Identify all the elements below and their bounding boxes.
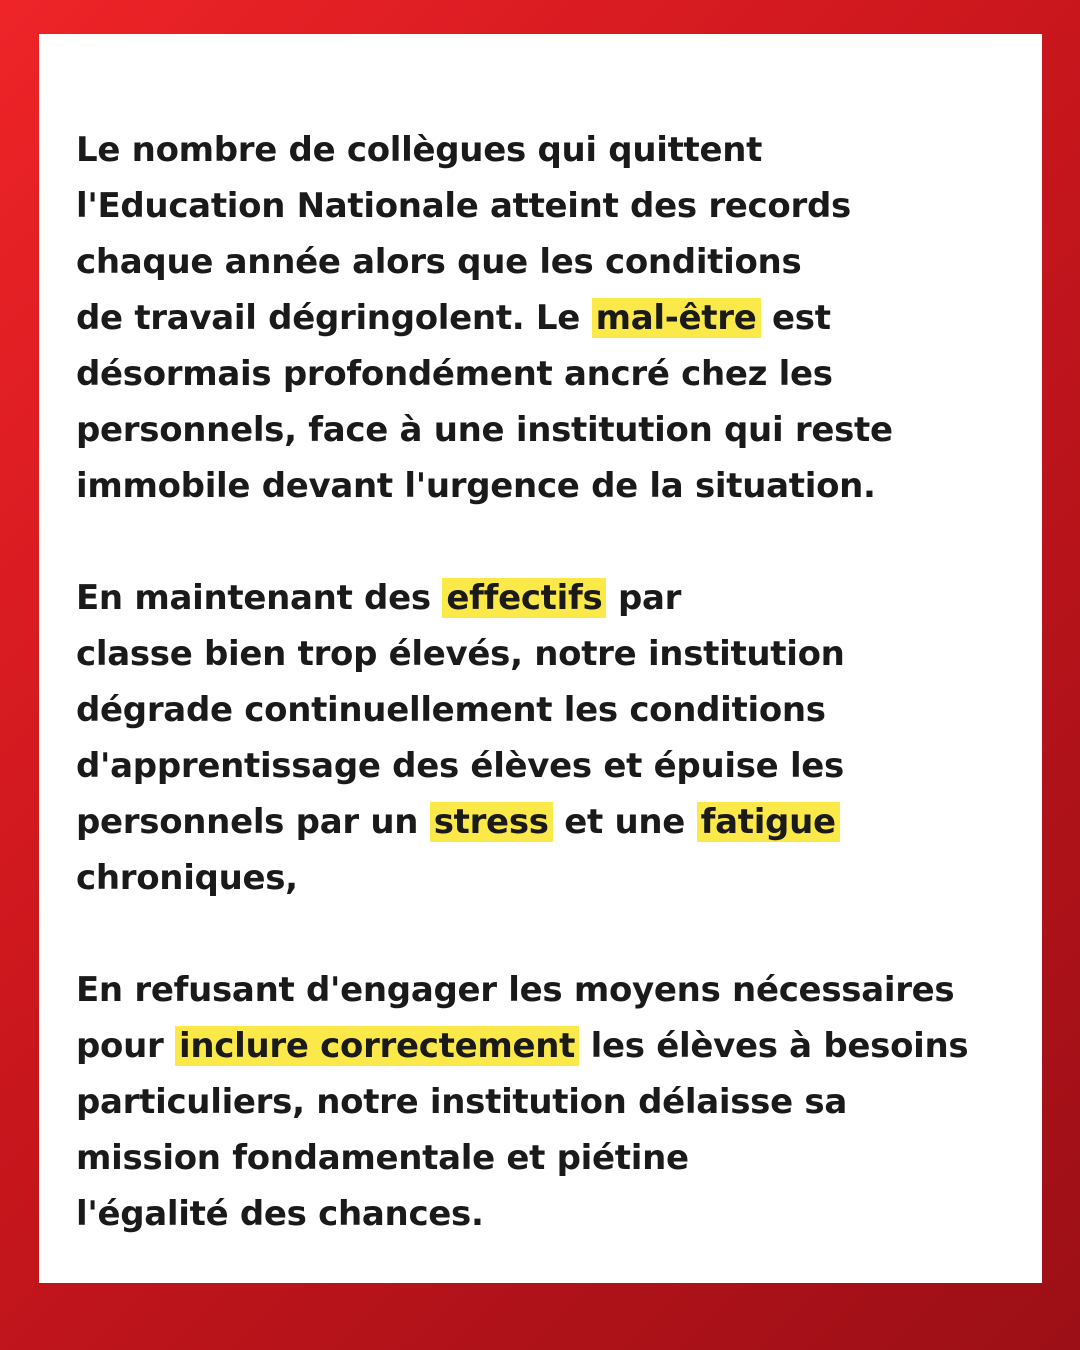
highlighted-word: inclure correctement [175, 1026, 579, 1066]
text-line: chaque année alors que les conditions [76, 242, 802, 282]
text-segment: En maintenant des [76, 578, 443, 618]
text-segment: personnels par un [76, 802, 430, 842]
text-line: classe bien trop élevés, notre institution [76, 634, 845, 674]
highlighted-word: stress [430, 802, 553, 842]
highlighted-word: effectifs [442, 578, 606, 618]
paragraph-2 [76, 570, 1036, 906]
text-segment: les élèves à besoins [579, 1026, 969, 1066]
text-line: l'égalité des chances. [76, 1194, 484, 1234]
text-line [76, 570, 1036, 626]
text-card [39, 34, 1042, 1283]
text-line [76, 794, 1036, 850]
text-line: chroniques, [76, 858, 298, 898]
text-line: En refusant d'engager les moyens nécessaires [76, 970, 955, 1010]
text-line: mission fondamentale et piétine [76, 1138, 689, 1178]
highlighted-word: fatigue [697, 802, 840, 842]
paragraph-1 [76, 122, 1036, 514]
text-line: dégrade continuellement les conditions [76, 690, 826, 730]
text-segment: est [760, 298, 831, 338]
text-segment: pour [76, 1026, 176, 1066]
text-segment: et une [552, 802, 697, 842]
paragraph-3 [76, 962, 1036, 1242]
text-line: personnels, face à une institution qui reste [76, 410, 893, 450]
text-line [76, 1018, 1036, 1074]
text-line: immobile devant l'urgence de la situation. [76, 466, 876, 506]
text-line: Le nombre de collègues qui quittent [76, 130, 763, 170]
text-line: particuliers, notre institution délaisse sa [76, 1082, 847, 1122]
text-line: d'apprentissage des élèves et épuise les [76, 746, 844, 786]
text-line: l'Education Nationale atteint des records [76, 186, 851, 226]
text-line: désormais profondément ancré chez les [76, 354, 833, 394]
text-segment: de travail dégringolent. Le [76, 298, 592, 338]
text-segment: par [606, 578, 682, 618]
highlighted-word: mal-être [592, 298, 761, 338]
text-line [76, 290, 1036, 346]
